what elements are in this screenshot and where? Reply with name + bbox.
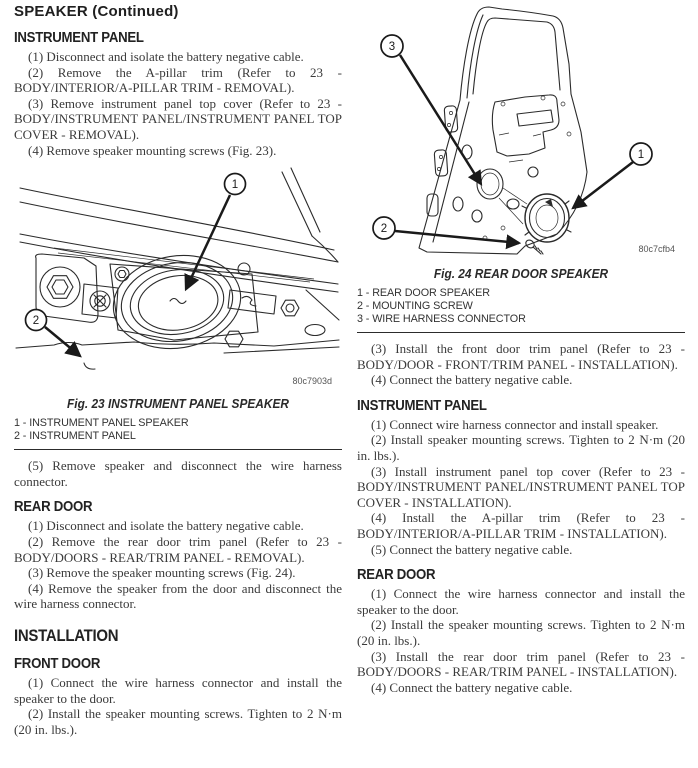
callout-1-number: 1 — [637, 149, 645, 161]
right-column — [357, 2, 685, 695]
panel-detail — [306, 290, 339, 320]
figure-24-rear-door-speaker — [357, 2, 685, 333]
removal-ip-step: (2) Remove the A-pillar trim (Refer to 23 - BODY/INTERIOR/A-PILLAR TRIM - REMOVAL). — [14, 64, 342, 96]
callout-2-number: 2 — [380, 223, 388, 235]
rivet — [439, 155, 442, 158]
heading-install-instrument-panel: INSTRUMENT PANEL — [357, 396, 487, 414]
legend-item: 3 - WIRE HARNESS CONNECTOR — [357, 313, 526, 325]
bolt-icon — [115, 267, 129, 281]
removal-rd-step: (1) Disconnect and isolate the battery negative cable. — [28, 518, 304, 534]
callout-2-number: 2 — [32, 315, 40, 328]
fig24-drawing — [357, 2, 685, 260]
removal-ip-step: (5) Remove speaker and disconnect the wire harness connector. — [14, 458, 342, 489]
install-fd-step: (1) Connect the wire harness connector and install the speaker to the door. — [14, 674, 342, 706]
panel-detail-lines — [499, 133, 541, 162]
rivet — [447, 123, 450, 126]
removal-ip-step: (1) Disconnect and isolate the battery negative cable. — [28, 49, 304, 64]
install-fd-step: (4) Connect the battery negative cable. — [371, 372, 573, 388]
install-ip-step: (4) Install the A-pillar trim (Refer to 23 - BODY/INTERIOR/A-PILLAR TRIM - INSTALLATION). — [357, 510, 685, 541]
door-inner-edge — [433, 102, 469, 242]
fastener — [501, 226, 505, 230]
removal-rd-step: (4) Remove the speaker from the door and disconnect the wire harness connector. — [14, 580, 342, 612]
removal-rd-step: (2) Remove the rear door trim panel (Refer to 23 - BODY/DOORS - REAR/TRIM PANEL - REMOVAL). — [14, 533, 342, 565]
panel-hole — [507, 199, 519, 209]
install-rd-step: (2) Install the speaker mounting screws. Tighten to 2 N·m (20 in. lbs.). — [357, 617, 685, 648]
clip-detail — [242, 297, 256, 307]
install-ip-step: (2) Install speaker mounting screws. Tighten to 2 N·m (20 in. lbs.). — [357, 432, 685, 463]
bracket-right — [228, 290, 276, 314]
removal-ip-step: (4) Remove speaker mounting screws (Fig. 23). — [28, 142, 277, 158]
callout-1-arrow — [573, 162, 633, 208]
figure-divider — [357, 332, 685, 333]
figure-divider — [14, 449, 342, 450]
install-rd-step: (4) Connect the battery negative cable. — [371, 679, 573, 695]
hex-bolt-icon — [281, 300, 299, 316]
figure-24-code: 80c7cfb4 — [638, 244, 675, 254]
panel-hole — [472, 210, 482, 222]
hex-bolt-inner — [286, 304, 294, 312]
install-ip-step: (3) Install instrument panel top cover (Refer to 23 - BODY/INSTRUMENT PANEL/INSTRUMENT PANEL TOP COVER - INSTALLATION). — [357, 463, 685, 510]
legend-item: 1 - REAR DOOR SPEAKER — [357, 287, 490, 299]
hex-bolt-icon — [47, 276, 73, 299]
panel-hole — [453, 197, 463, 211]
callout-2-arrow — [395, 231, 519, 243]
left-column — [14, 3, 342, 737]
figure-23-legend — [14, 417, 342, 443]
figure-24-legend — [357, 287, 685, 326]
heading-installation: INSTALLATION — [14, 625, 119, 645]
fig23-drawing — [14, 162, 342, 390]
rear-door-speaker — [522, 194, 571, 242]
wire-hook-mark — [84, 363, 95, 369]
panel-hole — [305, 325, 325, 336]
heading-removal-instrument-panel: INSTRUMENT PANEL — [14, 29, 144, 46]
page-title: SPEAKER (Continued) — [14, 3, 179, 20]
install-ip-step: (5) Connect the battery negative cable. — [371, 541, 573, 557]
removal-rd-step: (3) Remove the speaker mounting screws (Fig. 24). — [28, 565, 296, 581]
bolt-icon — [118, 271, 126, 278]
install-rd-step: (1) Connect the wire harness connector and install the speaker to the door. — [357, 586, 685, 617]
fastener — [561, 102, 565, 106]
fastener — [541, 96, 545, 100]
figure-23-caption: Fig. 23 INSTRUMENT PANEL SPEAKER — [67, 397, 289, 412]
figure-24-caption: Fig. 24 REAR DOOR SPEAKER — [433, 267, 609, 281]
panel-slot — [517, 110, 553, 126]
cowl-line — [20, 202, 338, 262]
cowl-line — [20, 188, 334, 250]
fastener — [501, 102, 505, 106]
figure-23-code: 80c7903d — [292, 376, 332, 387]
legend-item: 2 - INSTRUMENT PANEL — [14, 430, 136, 443]
install-rd-step: (3) Install the rear door trim panel (Refer to 23 - BODY/DOORS - REAR/TRIM PANEL - INSTALLATION). — [357, 648, 685, 680]
heading-install-rear-door: REAR DOOR — [357, 566, 436, 584]
bolt-boss — [40, 267, 80, 307]
speaker-center-mark — [170, 299, 186, 304]
legend-item: 2 - MOUNTING SCREW — [357, 300, 473, 312]
door-window-frame-inner — [473, 18, 560, 94]
hex-bolt-inner — [52, 280, 68, 294]
screw-cross — [94, 295, 106, 307]
door-window-frame-mid — [467, 15, 483, 98]
door-speaker-opening-inner — [481, 173, 499, 195]
panel-edge-2 — [224, 347, 339, 353]
install-fd-step: (3) Install the front door trim panel (Refer to 23 - BODY/DOOR - FRONT/TRIM PANEL - INSTALLATION). — [357, 341, 685, 372]
legend-item: 1 - INSTRUMENT PANEL SPEAKER — [14, 417, 189, 430]
removal-ip-step: (3) Remove instrument panel top cover (Refer to 23 - BODY/INSTRUMENT PANEL/INSTRUMENT PANEL TOP COVER - REMOVAL). — [14, 95, 342, 142]
speaker-magnet-mark — [545, 199, 553, 207]
hinge-plate — [434, 150, 448, 177]
heading-removal-rear-door: REAR DOOR — [14, 498, 93, 516]
figure-23-instrument-panel-speaker — [14, 162, 342, 450]
install-ip-step: (1) Connect wire harness connector and install speaker. — [371, 416, 659, 432]
install-fd-step: (2) Install the speaker mounting screws. Tighten to 2 N·m (20 in. lbs.). — [14, 706, 342, 737]
panel-hole — [528, 167, 538, 177]
fastener — [567, 132, 571, 136]
rivet — [437, 167, 440, 170]
door-window-frame-outer — [460, 7, 571, 100]
heading-install-front-door: FRONT DOOR — [14, 654, 101, 672]
callout-2-arrow — [45, 327, 80, 356]
callout-3-number: 3 — [388, 41, 396, 53]
rivet — [449, 111, 452, 114]
callout-1-number: 1 — [231, 179, 239, 192]
